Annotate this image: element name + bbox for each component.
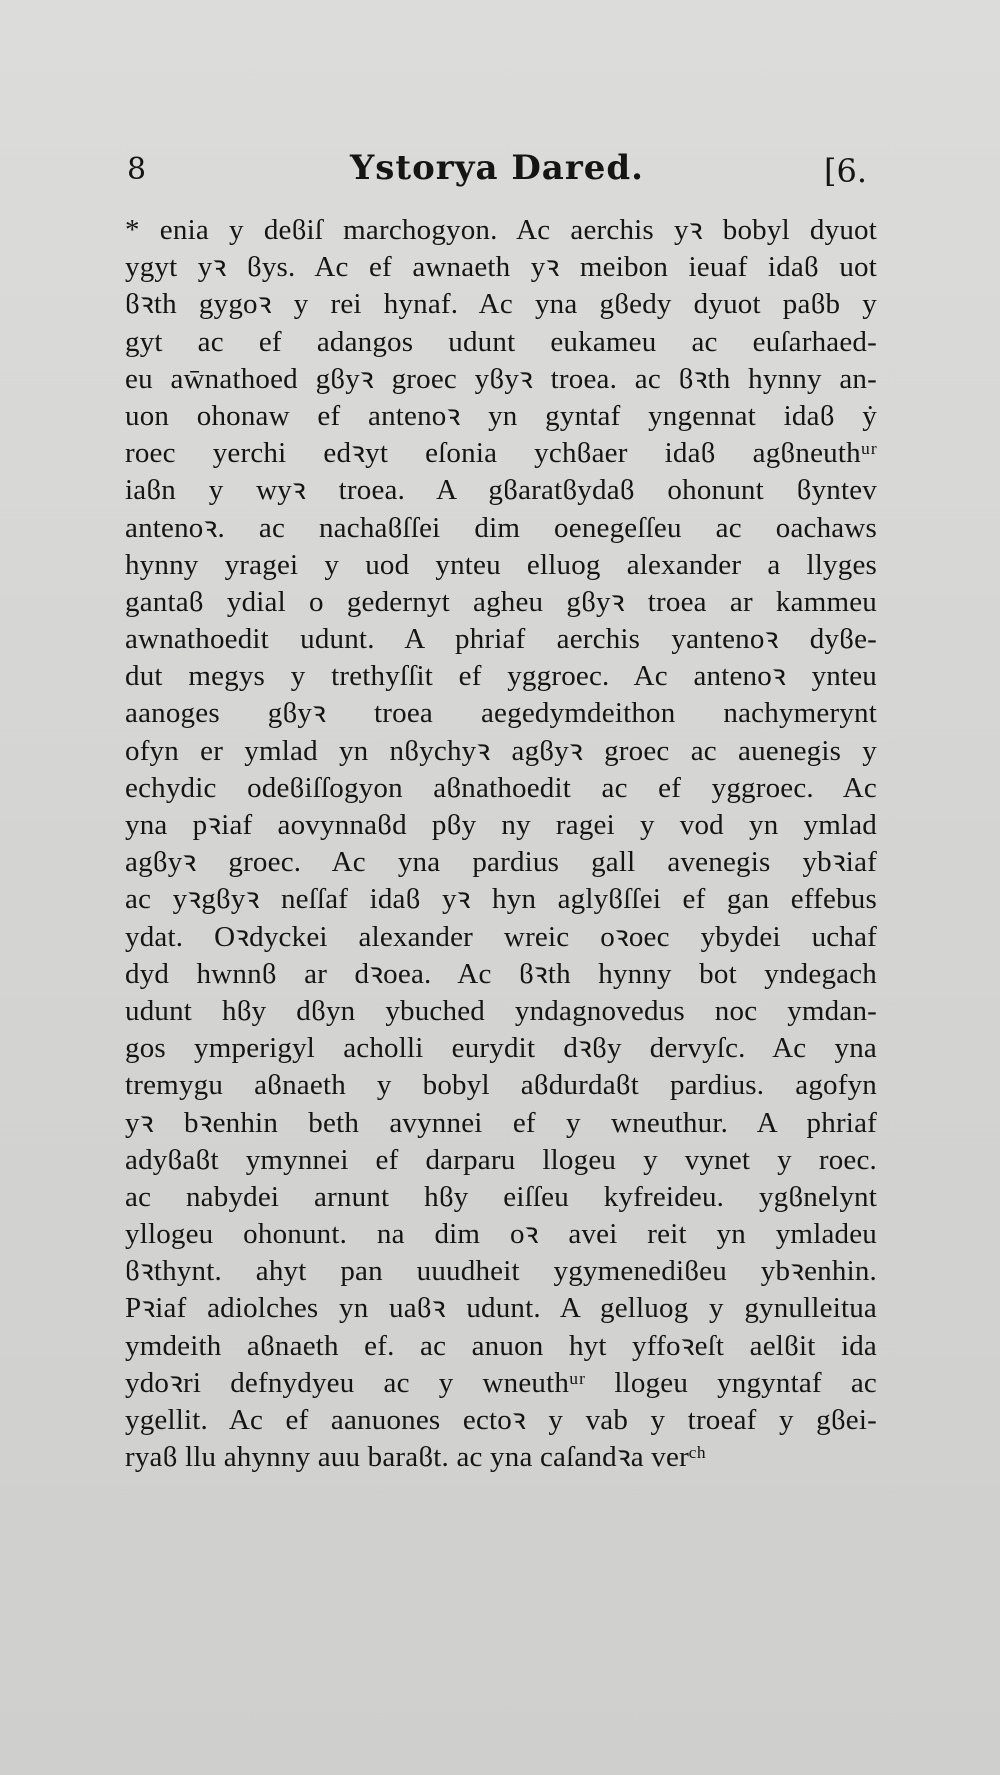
text-line: * enia y deϐiſ marchogyon. Ac aerchis yꝛ bobyl dyuot [125,214,877,246]
text-line: gantaϐ ydial o gedernyt agheu gϐyꝛ troea ar kammeu [125,585,877,618]
text-line: hynny yragei y uod ynteu elluog alexander a llyges [125,548,877,581]
section-number: [6. [823,152,867,190]
body-text [125,212,877,1476]
text-line: ygellit. Ac ef aanuones ectoꝛ y vab y troeaf y gϐei- [125,1404,877,1436]
text-line: aanoges gϐyꝛ troea aegedymdeithon nachymerynt [125,697,877,730]
text-line: echydic odeϐiſſogyon aϐnathoedit ac ef yggroec. Ac [125,771,877,804]
text-line: ac yꝛgϐyꝛ neſſaf idaϐ yꝛ hyn aglyϐſſei ef gan effebus [125,883,877,916]
text-line: ydat. Oꝛdyckei alexander wreic oꝛoec ybydei uchaf [125,920,877,953]
running-title: Ystorya Dared. [349,148,644,188]
text-line: yꝛ bꝛenhin beth avynnei ef y wneuthur. A phriaf [125,1106,877,1139]
text-line: yllogeu ohonunt. na dim oꝛ avei reit yn ymladeu [125,1218,877,1251]
text-line: Pꝛiaf adiolches yn uaϐꝛ udunt. A gelluog y gynulleitua [125,1292,877,1325]
text-line: awnathoedit udunt. A phriaf aerchis yantenoꝛ dyϐe- [125,623,877,656]
text-line: dut megys y trethyſſit ef yggroec. Ac antenoꝛ ynteu [125,660,877,693]
text-line: agϐyꝛ groec. Ac yna pardius gall avenegis ybꝛiaf [125,846,877,879]
text-line: iaϐn y wyꝛ troea. A gϐaratϐydaϐ ohonunt ϐyntev [125,474,877,507]
text-line: dyd hwnnϐ ar dꝛoea. Ac ϐꝛth hynny bot yndegach [125,957,877,990]
text-line: udunt hϐy dϐyn ybuched yndagnovedus noc ymdan- [125,994,877,1027]
text-line: ryaϐ llu ahynny auu baraϐt. ac yna caſandꝛa verᶜʰ [125,1441,707,1474]
text-line: roec yerchi edꝛyt eſonia ychϐaer idaϐ agϐneuthᵘʳ [125,437,877,470]
text-line: gos ymperigyl acholli eurydit dꝛϐy dervyſc. Ac yna [125,1032,877,1065]
text-line: tremygu aϐnaeth y bobyl aϐdurdaϐt pardius. agofyn [125,1069,877,1102]
text-line: adyϐaϐt ymynnei ef darparu llogeu y vynet y roec. [125,1143,877,1176]
text-line: gyt ac ef adangos udunt eukameu ac euſarhaed- [125,325,877,358]
text-line: yna pꝛiaf aovynnaϐd pϐy ny ragei y vod yn ymlad [125,809,877,841]
text-line: ϐꝛthynt. ahyt pan uuudheit ygymenediϐeu ybꝛenhin. [125,1255,877,1288]
text-line: ymdeith aϐnaeth ef. ac anuon hyt yffoꝛeſt aelϐit ida [125,1329,877,1362]
text-line: ygyt yꝛ ϐys. Ac ef awnaeth yꝛ meibon ieuaf idaϐ uot [125,251,877,284]
page-header [127,148,867,192]
text-line: ofyn er ymlad yn nϐychyꝛ agϐyꝛ groec ac auenegis y [125,734,877,767]
text-line: antenoꝛ. ac nachaϐſſei dim oenegeſſeu ac oachaws [125,511,877,544]
text-line: ϐꝛth gygoꝛ y rei hynaf. Ac yna gϐedy dyuot paϐb y [125,288,877,321]
text-line: ac nabydei arnunt hϐy eiſſeu kyfreideu. ygϐnelynt [125,1180,877,1213]
page-number: 8 [127,152,147,187]
text-line: uon ohonaw ef antenoꝛ yn gyntaf yngennat idaϐ ẏ [125,399,877,432]
text-line: ydoꝛri defnydyeu ac y wneuthᵘʳ llogeu yngyntaf ac [125,1366,877,1399]
text-line: eu aw̄nathoed gϐyꝛ groec yϐyꝛ troea. ac ϐꝛth hynny an- [125,362,877,395]
